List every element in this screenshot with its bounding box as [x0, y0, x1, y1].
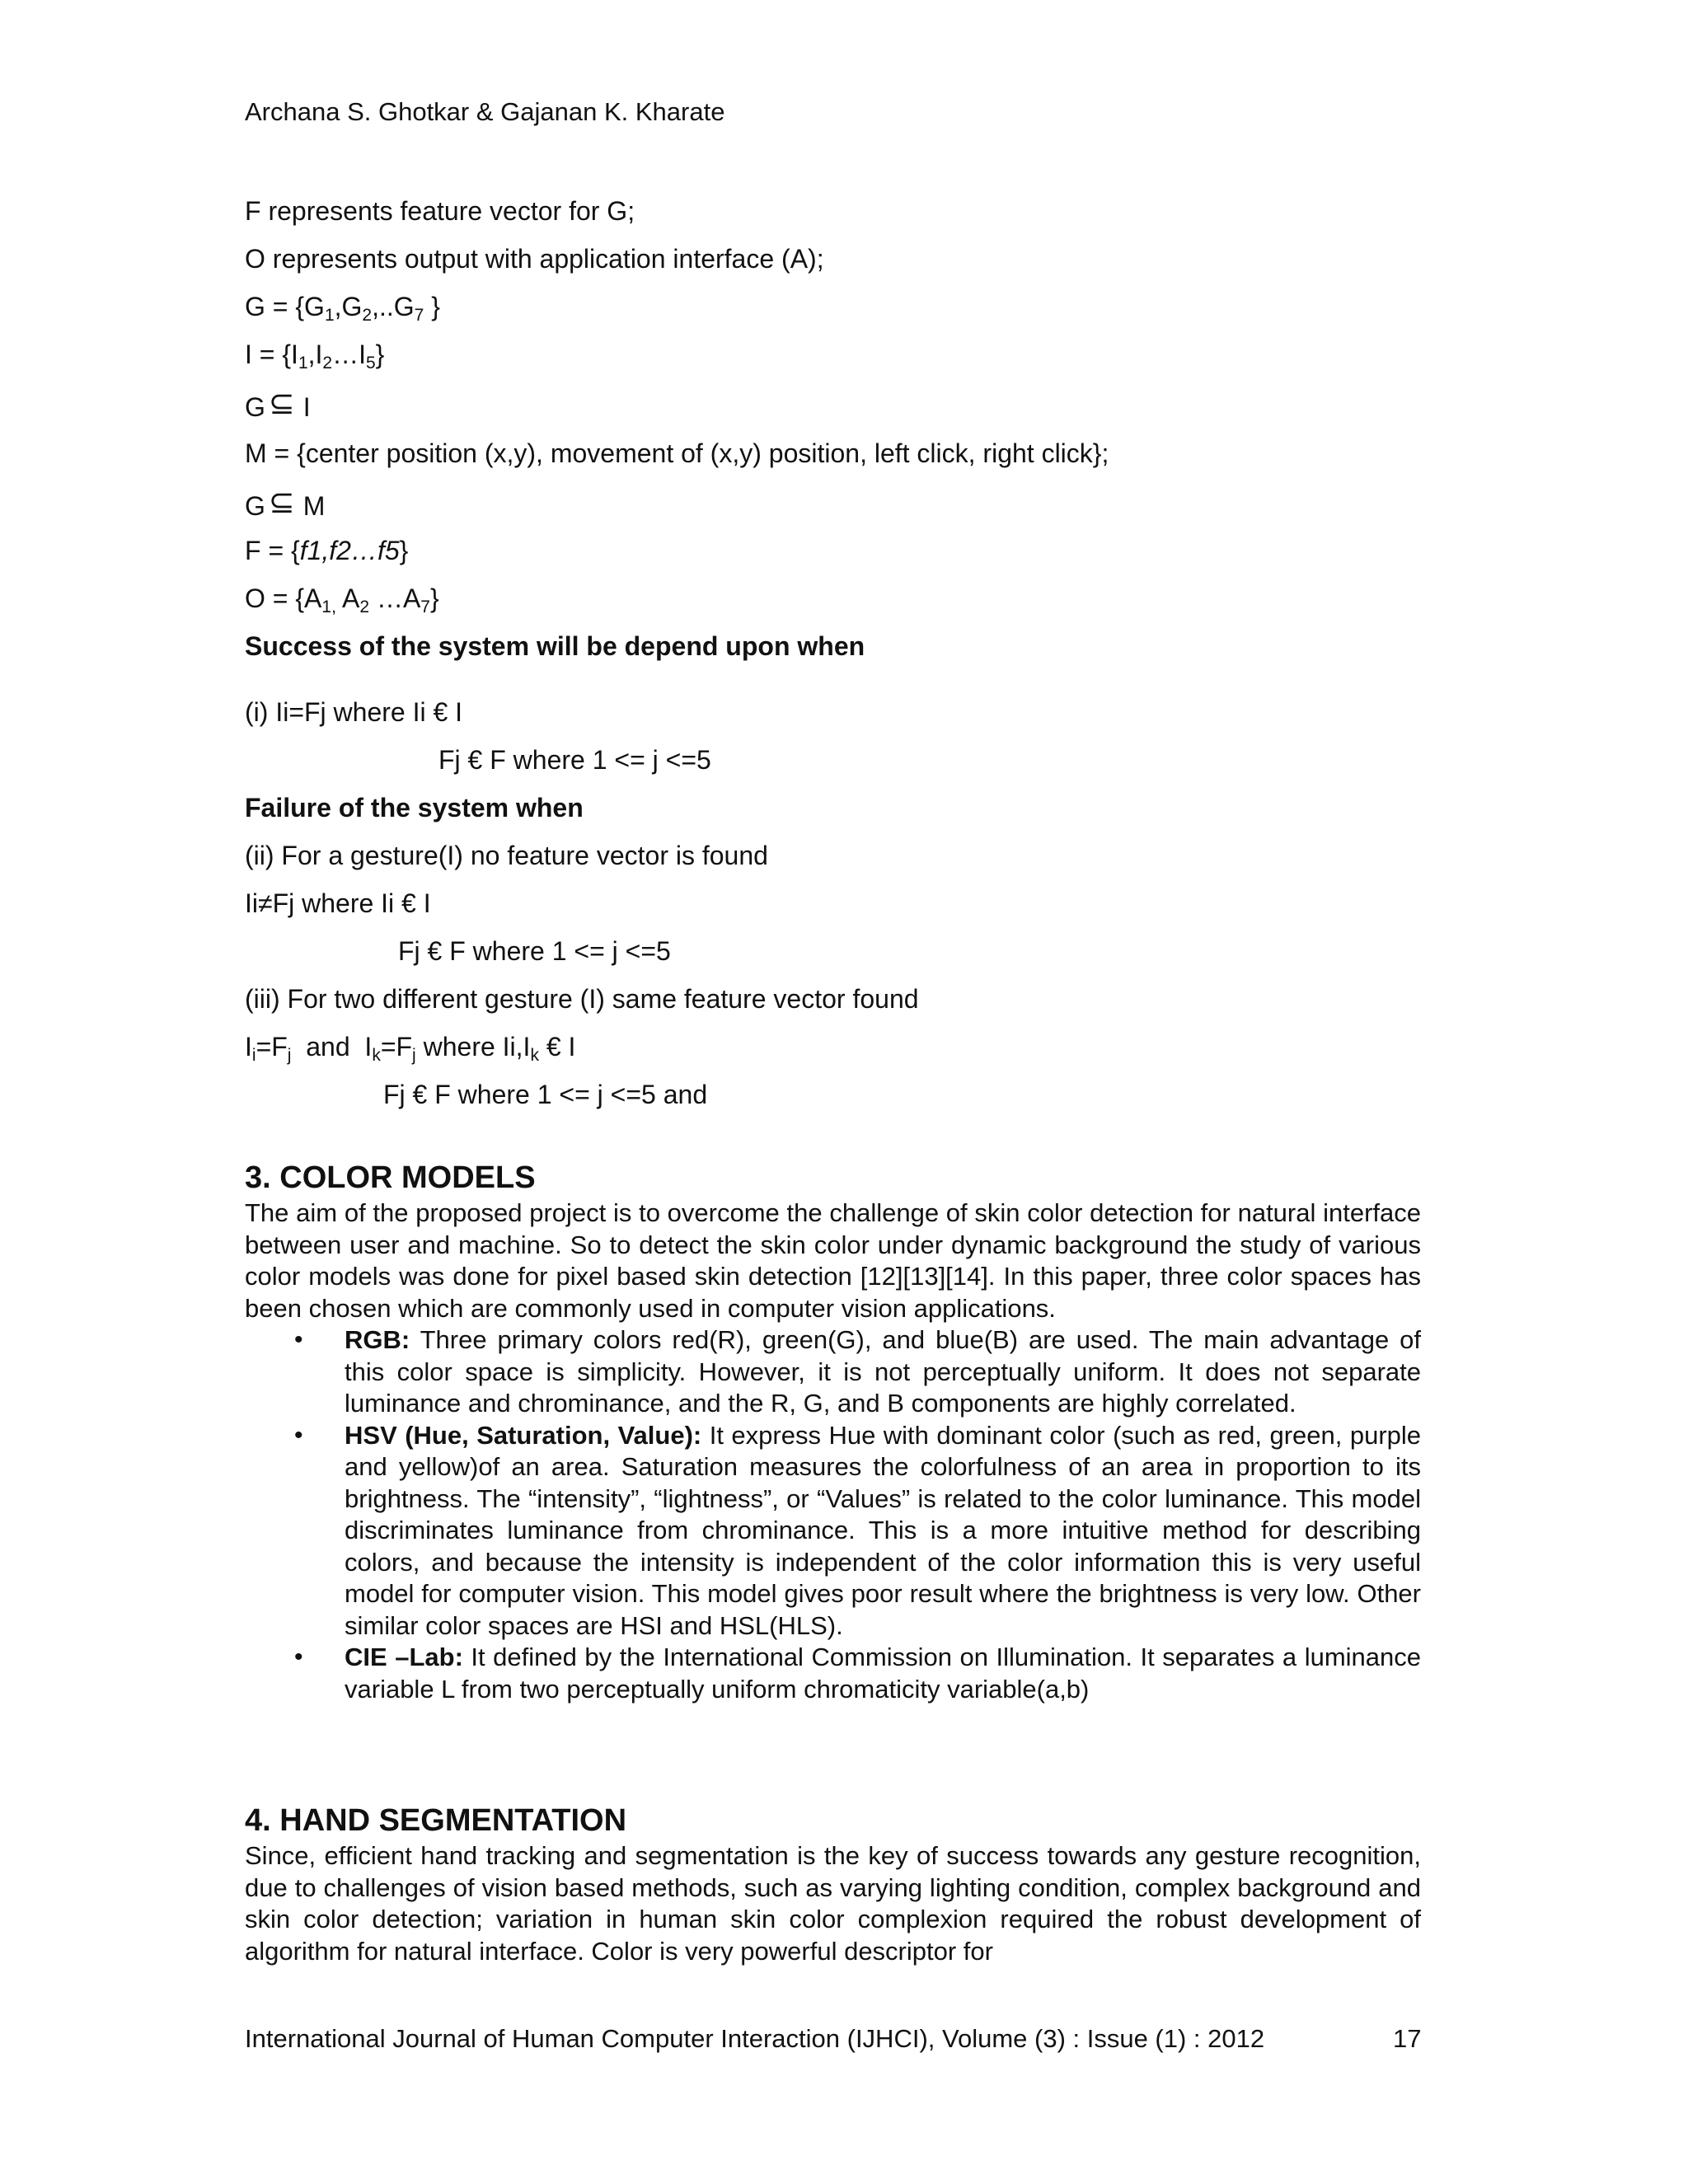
failure-title: Failure of the system when	[245, 793, 584, 823]
g-set: $G = \{G_1,G_2,..G_7$ }	[245, 292, 440, 325]
journal-footer: International Journal of Human Computer Interaction (IJHCI), Volume (3) : Issue (1) : 2012	[245, 2024, 1265, 2053]
section-4-paragraph: Since, efficient hand tracking and segmentation is the key of success towards any gesture recognition, due to challenges of vision based methods, such as varying lighting condition, complex background and skin color detection; variation in human skin color complexion required the robust development of algorithm for natural interface. Color is very powerful descriptor for	[245, 1841, 1421, 1966]
success-condition-1: (i) Ii=Fj where Ii € I	[245, 697, 463, 727]
subset-symbol: ⊆	[268, 387, 295, 421]
failure-condition-2a: Ii≠Fj where Ii € I	[245, 888, 431, 918]
i-set: $I = \{I_1,I_2\dots I_5\}$	[245, 340, 385, 373]
bullet-icon: •	[294, 1643, 303, 1671]
o-set: $O = \{A_{1,}$ $A_2$ $\dots A_7$}	[245, 583, 439, 616]
g-subset-m: G ⊆ M	[245, 485, 326, 521]
color-model-list	[245, 1324, 1421, 1705]
f-set: F = {f1,f2…f5}	[245, 536, 409, 565]
section-3-heading: 3. COLOR MODELS	[245, 1160, 536, 1195]
list-item: • CIE –Lab: It defined by the International Commission on Illumination. It separates a luminance variable L from two perceptually uniform chromaticity variable(a,b)	[294, 1643, 1421, 1704]
list-item: • HSV (Hue, Saturation, Value): It express Hue with dominant color (such as red, green, purple and yellow)of an area. Saturation measures the colorfulness of an area in proportion to its brightness. The “intensity”, “lightness”, or “Values” is related to the color luminance. This model discriminates luminance from chrominance. This is a more intuitive method for describing colors, and because the intensity is independent of the color information this is very useful model for computer vision. This model gives poor result where the brightness is very low. Other similar color spaces are HSI and HSL(HLS).	[294, 1420, 1422, 1640]
failure-condition-3b: Fj € F where 1 <= j <=5 and	[383, 1080, 708, 1109]
o-definition: O represents output with application interface (A);	[245, 244, 824, 274]
success-title: Success of the system will be depend upon when	[245, 631, 865, 661]
m-set: M = {center position (x,y), movement of (x,y) position, left click, right click};	[245, 438, 1109, 468]
page-number: 17	[1393, 2024, 1422, 2053]
bullet-icon: •	[294, 1421, 303, 1449]
subset-symbol: ⊆	[268, 485, 295, 520]
failure-condition-3: (iii) For two different gesture (I) same feature vector found	[245, 984, 919, 1014]
success-condition-1b: Fj € F where 1 <= j <=5	[438, 745, 711, 775]
failure-condition-2: (ii) For a gesture(I) no feature vector is found	[245, 841, 768, 870]
bullet-icon: •	[294, 1326, 303, 1353]
section-3-paragraph: The aim of the proposed project is to overcome the challenge of skin color detection for natural interface between user and machine. So to detect the skin color under dynamic background the study of various color models was done for pixel based skin detection [12][13][14]. In this paper, three color spaces has been chosen which are commonly used in computer vision applications.	[245, 1198, 1421, 1323]
list-item: • RGB: Three primary colors red(R), green(G), and blue(B) are used. The main advantage of this color space is simplicity. However, it is not perceptually uniform. It does not separate luminance and chrominance, and the R, G, and B components are highly correlated.	[294, 1325, 1421, 1418]
running-header: Archana S. Ghotkar & Gajanan K. Kharate	[245, 97, 725, 126]
failure-condition-3a: $I_i=F_j$ and $I_k=F_j$ where $Ii,I_k$ € I	[245, 1032, 576, 1065]
failure-condition-2b: Fj € F where 1 <= j <=5	[398, 936, 671, 966]
g-subset-i: G ⊆ I	[245, 387, 311, 422]
section-4-heading: 4. HAND SEGMENTATION	[245, 1803, 627, 1838]
f-definition: F represents feature vector for G;	[245, 196, 635, 226]
